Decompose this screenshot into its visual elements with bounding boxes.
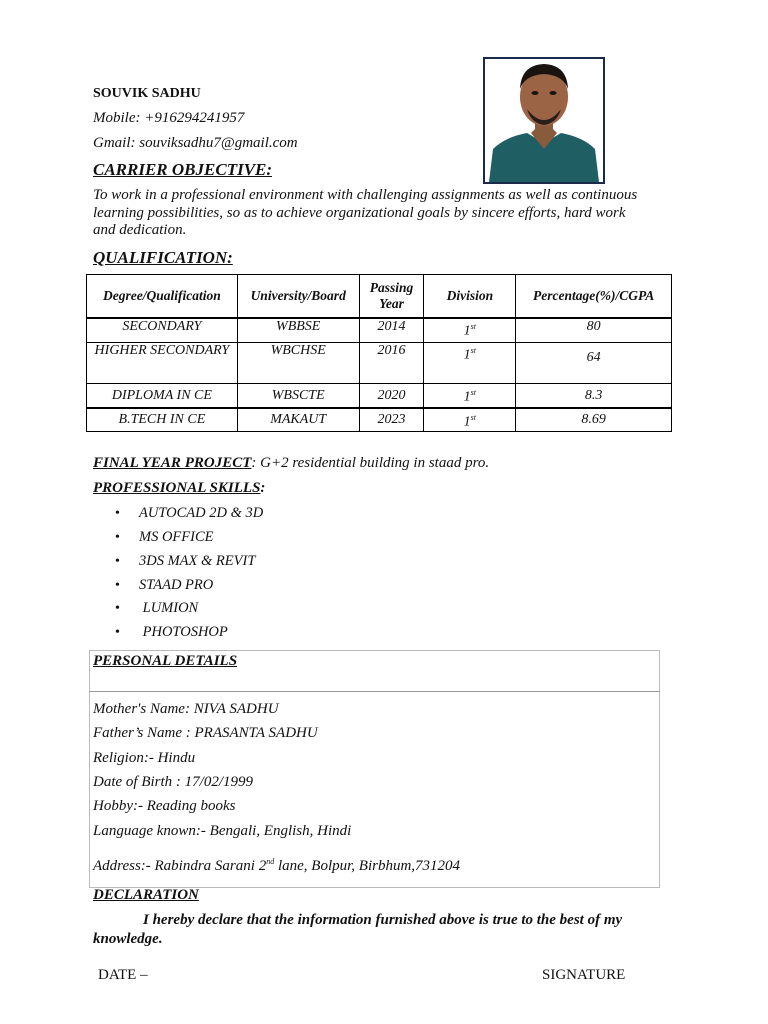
signature-label: SIGNATURE (542, 967, 626, 983)
bullet-icon: • (115, 530, 120, 545)
column-header: Percentage(%)/CGPA (516, 275, 672, 319)
gmail-address: Gmail: souviksadhu7@gmail.com (93, 135, 298, 151)
project-text: : G+2 residential building in staad pro. (251, 455, 490, 471)
personal-details-box (89, 650, 660, 888)
list-item: • MS OFFICE (115, 529, 214, 545)
qualification-heading: QUALIFICATION: (93, 248, 233, 267)
board-cell: MAKAUT (237, 408, 359, 432)
father-name: Father’s Name : PRASANTA SADHU (93, 725, 318, 741)
score-cell: 64 (516, 343, 672, 384)
list-item: • 3DS MAX & REVIT (115, 553, 256, 569)
objective-heading: CARRIER OBJECTIVE: (93, 160, 273, 179)
mobile-number: Mobile: +916294241957 (93, 110, 245, 126)
board-cell: WBCHSE (237, 343, 359, 384)
divider (89, 691, 660, 692)
year-cell: 2014 (359, 318, 424, 343)
division-cell: 1st (424, 343, 516, 384)
list-item: • PHOTOSHOP (115, 624, 228, 640)
column-header: University/Board (237, 275, 359, 319)
score-cell: 8.3 (516, 384, 672, 409)
degree-cell: DIPLOMA IN CE (87, 384, 238, 409)
degree-cell: HIGHER SECONDARY (87, 343, 238, 384)
board-cell: WBBSE (237, 318, 359, 343)
degree-cell: B.TECH IN CE (87, 408, 238, 432)
date-label: DATE – (98, 967, 148, 983)
declaration-heading: DECLARATION (93, 887, 199, 903)
objective-text: To work in a professional environment with challenging assignments as well as continuous learning possibilities, so as to achieve organizational goals by sincere efforts, hard work and dedication. (93, 187, 638, 238)
bullet-icon: • (115, 506, 120, 521)
personal-details-heading: PERSONAL DETAILS (93, 653, 238, 669)
column-header: Passing Year (359, 275, 424, 319)
bullet-icon: • (115, 554, 120, 569)
list-item: • LUMION (115, 600, 199, 616)
skills-heading: PROFESSIONAL SKILLS: (93, 480, 266, 496)
year-cell: 2020 (359, 384, 424, 409)
division-cell: 1st (424, 384, 516, 409)
score-cell: 8.69 (516, 408, 672, 432)
religion: Religion:- Hindu (93, 750, 196, 766)
qualification-table (86, 274, 672, 432)
bullet-icon: • (115, 578, 120, 593)
table-row (87, 384, 672, 409)
list-item: • AUTOCAD 2D & 3D (115, 505, 264, 521)
division-cell: 1st (424, 408, 516, 432)
column-header: Degree/Qualification (87, 275, 238, 319)
score-cell: 80 (516, 318, 672, 343)
column-header: Division (424, 275, 516, 319)
table-row (87, 408, 672, 432)
year-cell: 2023 (359, 408, 424, 432)
declaration-text: I hereby declare that the information furnished above is true to the best of my knowledge. (93, 912, 623, 947)
table-row (87, 318, 672, 343)
candidate-name: SOUVIK SADHU (93, 86, 201, 101)
list-item: • STAAD PRO (115, 577, 214, 593)
degree-cell: SECONDARY (87, 318, 238, 343)
profile-photo (483, 57, 605, 184)
bullet-icon: • (115, 625, 120, 640)
language-known: Language known:- Bengali, English, Hindi (93, 823, 352, 839)
date-of-birth: Date of Birth : 17/02/1999 (93, 774, 253, 790)
project-label: FINAL YEAR PROJECT (93, 455, 252, 471)
hobby: Hobby:- Reading books (93, 798, 236, 814)
final-year-project (93, 455, 489, 472)
mother-name: Mother's Name: NIVA SADHU (93, 701, 279, 717)
board-cell: WBSCTE (237, 384, 359, 409)
division-cell: 1st (424, 318, 516, 343)
table-row (87, 343, 672, 384)
year-cell: 2016 (359, 343, 424, 384)
address: Address:- Rabindra Sarani 2nd lane, Bolpur, Birbhum,731204 (93, 857, 461, 874)
bullet-icon: • (115, 601, 120, 616)
table-header-row (87, 275, 672, 319)
